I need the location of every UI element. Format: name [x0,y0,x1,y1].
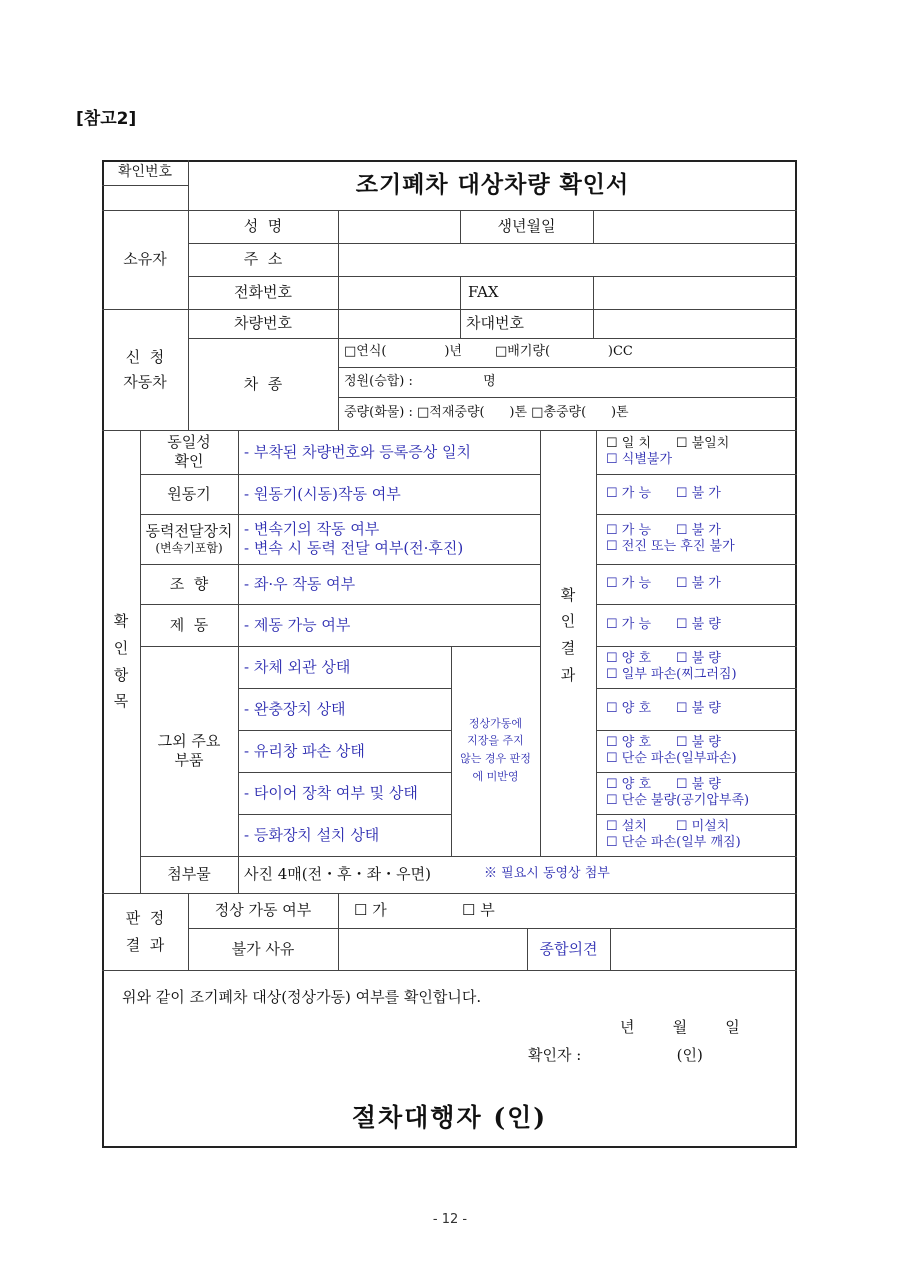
result-line[interactable]: ☐ 양 호 ☐ 불 량 [606,650,721,666]
item-label-line: 그외 주요 [157,732,221,751]
result-line[interactable]: ☐ 양 호 ☐ 불 량 [606,776,721,792]
owner-section-label: 소유자 [123,250,167,269]
judgement-line: 판 정 [125,908,165,927]
reason-label: 불가 사유 [231,939,295,958]
result-line[interactable]: ☐ 식별불가 [606,452,673,467]
tire-result[interactable] [596,772,797,814]
result-line[interactable]: ☐ 설치 ☐ 미설치 [606,818,730,834]
attachments-note: ※ 필요시 동영상 첨부 [484,866,610,882]
vehicle-section-line1: 신 청 [125,347,165,366]
note-line: 정상가동에 [468,716,523,730]
plate-number-label: 차량번호 [234,314,292,333]
check-result-char: 확 [560,585,576,604]
check-items-section-label [102,430,140,893]
phone-field[interactable] [338,276,460,309]
description-line: - 변속 시 동력 전달 여부(전·후진) [244,539,464,557]
result-line[interactable]: ☐ 일 치 ☐ 불일치 [606,435,730,451]
result-line[interactable]: ☐ 단순 불량(공기압부족) [606,793,750,808]
suspension-description: - 완충장치 상태 [244,699,346,718]
result-line[interactable]: ☐ 단순 파손(일부 깨짐) [606,835,741,850]
judgement-line: 결 과 [125,935,165,954]
check-items-char: 목 [113,692,129,711]
note-line: 에 미반영 [472,769,519,783]
lighting-description: - 등화장치 설치 상태 [244,825,380,844]
vehicle-section-line2: 자동차 [123,372,167,391]
attachments-label: 첨부물 [167,865,211,884]
check-items-char: 확 [113,612,129,630]
check-items-char: 인 [113,638,129,657]
engine-item-label: 원동기 [167,484,211,503]
operable-yes-checkbox[interactable]: ☐ 가 [354,901,387,920]
window-glass-result[interactable] [596,730,797,772]
item-label-line: 동일성 [167,433,211,452]
brake-result-checkboxes[interactable]: ☐ 가 능 ☐ 불 량 [606,616,721,632]
birth-date-label: 생년월일 [497,217,556,236]
transmission-result-checkboxes[interactable] [596,514,797,564]
tire-description: - 타이어 장착 여부 및 상태 [244,783,418,802]
result-line[interactable]: ☐ 가 능 ☐ 불 가 [606,522,721,538]
result-line[interactable]: ☐ 단순 파손(일부파손) [606,751,737,766]
confirmation-statement: 위와 같이 조기폐차 대상(정상가동) 여부를 확인합니다. [122,987,482,1006]
note-line: 않는 경우 판정 [460,752,531,765]
overall-opinion-label: 종합의견 [539,939,598,958]
address-label: 주 소 [243,250,283,269]
check-result-label [540,560,596,710]
check-items-char: 항 [113,665,129,684]
steering-result-checkboxes[interactable]: ☐ 가 능 ☐ 불 가 [606,575,721,591]
result-line[interactable]: ☐ 전진 또는 후진 불가 [606,539,735,554]
reference-label: [참고2] [76,109,137,129]
identity-item-label [140,430,238,474]
year-displacement-field[interactable]: □연식( )년 □배기량( )CC [344,344,633,360]
form-title: 조기폐차 대상차량 확인서 [355,170,630,198]
birth-date-field[interactable] [593,210,797,243]
check-result-char: 인 [560,612,576,631]
overall-opinion-field[interactable] [610,928,797,970]
check-result-char: 결 [560,639,576,657]
transmission-item-label [140,514,238,564]
window-glass-description: - 유리창 파손 상태 [244,741,365,760]
vehicle-type-label: 차 종 [243,374,283,393]
plate-number-field[interactable] [338,309,460,338]
steering-description: - 좌·우 작동 여부 [244,574,356,593]
phone-label: 전화번호 [234,283,292,302]
attachments-text: 사진 4매(전・후・좌・우면) [244,865,431,884]
engine-description: - 원동기(시동)작동 여부 [244,484,401,503]
body-exterior-result[interactable] [596,646,797,688]
item-label-line: (변속기포함) [155,540,223,555]
name-field[interactable] [338,210,460,243]
body-exterior-description: - 차체 외관 상태 [244,657,351,676]
fax-field[interactable] [593,276,797,309]
suspension-result[interactable]: ☐ 양 호 ☐ 불 량 [606,700,721,716]
result-line[interactable]: ☐ 양 호 ☐ 불 량 [606,734,721,750]
result-line[interactable]: ☐ 일부 파손(찌그러짐) [606,667,737,682]
brake-description: - 제동 가능 여부 [244,615,351,634]
identity-result-checkboxes[interactable] [596,430,797,474]
description-line: - 변속기의 작동 여부 [244,520,380,539]
chassis-number-label: 차대번호 [466,314,524,333]
vehicle-section-label [102,309,188,430]
page-number: - 12 - [432,1212,468,1227]
item-label-line: 부품 [174,751,204,769]
reason-field[interactable] [338,928,527,970]
brake-item-label: 제 동 [169,615,209,634]
operable-no-checkbox[interactable]: ☐ 부 [462,901,495,920]
address-field[interactable] [338,243,797,276]
engine-result-checkboxes[interactable]: ☐ 가 능 ☐ 불 가 [606,485,721,501]
other-parts-label [140,646,238,856]
confirm-number-label: 확인번호 [117,163,173,180]
judgement-section-label [102,893,188,970]
lighting-result[interactable] [596,814,797,856]
date-line: 년 월 일 [620,1017,740,1036]
minor-issue-note [451,700,540,800]
fax-label: FAX [468,283,499,302]
item-label-line: 확인 [174,452,204,470]
confirmer-line: 확인자 : (인) [528,1045,703,1064]
steering-item-label: 조 향 [169,574,209,593]
note-line: 지장을 주지 [467,734,524,748]
seat-capacity-field[interactable]: 정원(승합) : 명 [344,373,496,389]
operable-label: 정상 가동 여부 [214,901,312,920]
item-label-line: 동력전달장치 [145,522,233,541]
check-result-char: 과 [560,665,576,684]
identity-description: - 부착된 차량번호와 등록증상 일치 [244,442,472,461]
chassis-number-field[interactable] [593,309,797,338]
agent-signature-line: 절차대행자 (인) [351,1103,548,1133]
weight-field[interactable]: 중량(화물) : □적재중량( )톤 □총중량( )톤 [344,405,629,421]
transmission-description [244,514,540,564]
name-label: 성 명 [243,217,283,236]
